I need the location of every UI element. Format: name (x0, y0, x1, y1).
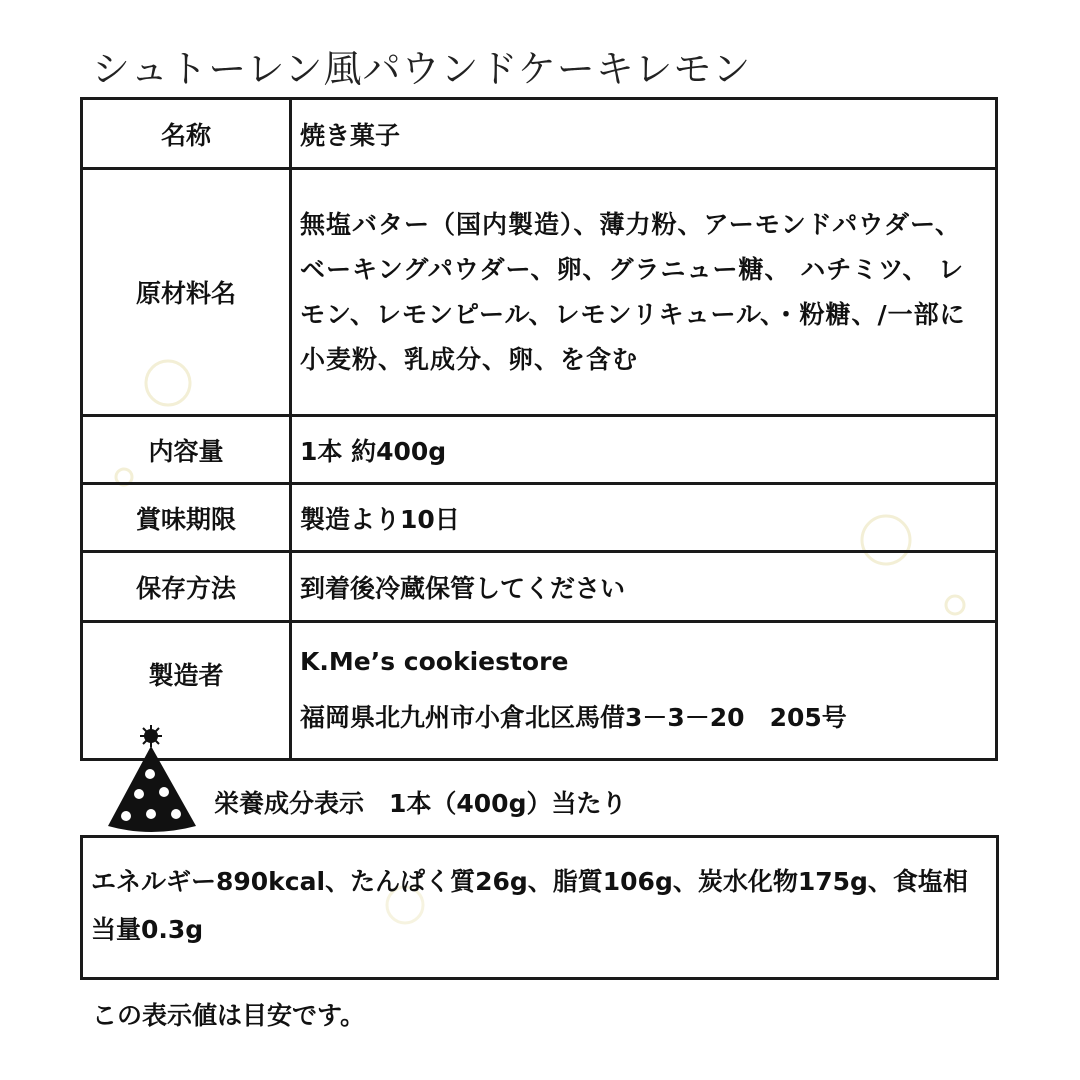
maker-address: 福岡県北九州市小倉北区馬借3－3－20 205号 (300, 703, 847, 732)
product-label-table (80, 97, 998, 761)
content-key: 内容量 (82, 416, 291, 484)
table-row (82, 622, 997, 760)
table-row (82, 416, 997, 484)
nutrition-heading: 栄養成分表示 1本（400g）当たり (214, 789, 627, 818)
expiry-key: 賞味期限 (82, 484, 291, 552)
page-title: シュトーレン風パウンドケーキレモン (92, 47, 752, 91)
name-key: 名称 (82, 99, 291, 169)
table-row (82, 484, 997, 552)
name-value: 焼き菓子 (291, 99, 997, 169)
storage-key: 保存方法 (82, 552, 291, 622)
maker-key: 製造者 (148, 660, 224, 690)
nutrition-text: エネルギー890kcal、たんぱく質26g、脂質106g、炭水化物175g、食塩相当量0.3g (91, 867, 968, 944)
ingredients-key: 原材料名 (82, 169, 291, 416)
party-hat-icon (104, 722, 200, 834)
disclaimer-note: この表示値は目安です。 (92, 1001, 366, 1030)
expiry-value: 製造より10日 (291, 484, 997, 552)
maker-value-cell (291, 622, 997, 760)
storage-value: 到着後冷蔵保管してください (291, 552, 997, 622)
table-row (82, 169, 997, 416)
ingredients-value: 無塩バター（国内製造）、薄力粉、アーモンドパウダー、 ベーキングパウダー、卵、グラニュー糖、 ハチミツ、 レモン、レモンピール、レモンリキュール、・粉糖、/一部に小麦粉、乳成分、卵、を含む (291, 169, 997, 416)
maker-name: K.Me’s cookiestore (300, 647, 569, 676)
table-row (82, 99, 997, 169)
table-row (82, 552, 997, 622)
content-value: 1本 約400g (291, 416, 997, 484)
nutrition-box (80, 835, 999, 980)
